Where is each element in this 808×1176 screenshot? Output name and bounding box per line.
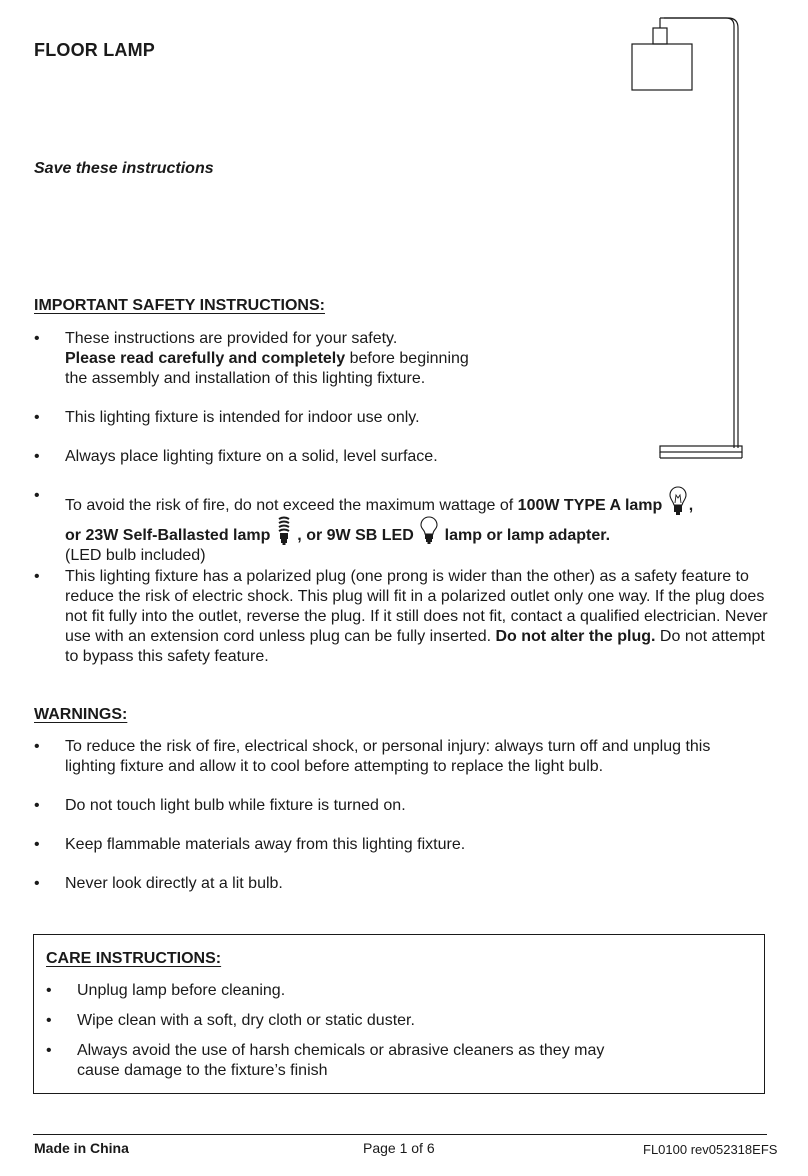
care-item bbox=[46, 981, 746, 1001]
bullet: • bbox=[34, 409, 40, 426]
safety-item bbox=[34, 329, 774, 389]
warning-item-3: Keep flammable materials away from this lighting fixture. bbox=[65, 836, 466, 853]
bullet: • bbox=[46, 982, 52, 999]
bullet: • bbox=[34, 330, 40, 347]
care-item bbox=[46, 1011, 746, 1031]
safety-item-4-note: (LED bulb included) bbox=[65, 547, 206, 564]
safety-item bbox=[34, 486, 774, 566]
bullet: • bbox=[34, 448, 40, 465]
bullet: • bbox=[46, 1042, 52, 1059]
safety-item bbox=[34, 567, 774, 667]
footer-code: FL0100 rev052318EFS bbox=[643, 1142, 778, 1157]
bullet: • bbox=[34, 797, 40, 814]
care-item-3: Always avoid the use of harsh chemicals or abrasive cleaners as they may cause damage to the fixture’s finish bbox=[77, 1042, 605, 1079]
warning-item-4: Never look directly at a lit bulb. bbox=[65, 875, 283, 892]
safety-item-4-text-e: , or 9W SB LED bbox=[297, 527, 414, 544]
bullet: • bbox=[34, 738, 40, 755]
footer-page-number: Page 1 of 6 bbox=[363, 1140, 435, 1156]
led-bulb-icon bbox=[420, 516, 438, 546]
safety-item-1-bold: Please read carefully and completely bbox=[65, 350, 346, 367]
warnings-heading: WARNINGS: bbox=[34, 706, 128, 723]
safety-item-1-line-3: the assembly and installation of this lighting fixture. bbox=[65, 370, 426, 387]
safety-item bbox=[34, 447, 774, 467]
safety-item-4-text-d: or 23W Self-Ballasted lamp bbox=[65, 527, 271, 544]
safety-heading: IMPORTANT SAFETY INSTRUCTIONS: bbox=[34, 297, 325, 314]
cfl-bulb-icon bbox=[277, 516, 291, 546]
safety-item-4-comma: , bbox=[688, 497, 694, 514]
care-instructions-box bbox=[33, 934, 765, 1094]
warning-item-2: Do not touch light bulb while fixture is turned on. bbox=[65, 797, 406, 814]
warning-item bbox=[34, 874, 774, 894]
safety-item-4-text-f: lamp or lamp adapter. bbox=[444, 527, 611, 544]
care-item bbox=[46, 1041, 746, 1081]
warning-item bbox=[34, 737, 774, 777]
safety-item-5-bold: Do not alter the plug. bbox=[495, 628, 656, 645]
safety-item-5-tail: Do not attempt to bypass this safety feature. bbox=[65, 628, 765, 665]
safety-item-4-text-a: To avoid the risk of fire, do not exceed the maximum wattage of bbox=[65, 497, 518, 514]
safety-item-1-rest: before beginning bbox=[345, 350, 469, 367]
bullet: • bbox=[34, 568, 40, 585]
safety-item-5-text: This lighting fixture has a polarized plug (one prong is wider than the other) as a safety feature to reduce the risk of electric shock. This plug will fit in a polarized outlet only one way. If the plug does not fit fully into the outlet, reverse the plug. If it still does not fit, contact a qualified electrician. Never use with an extension cord unless plug can be fully inserted. bbox=[65, 568, 768, 645]
bullet: • bbox=[34, 875, 40, 892]
warning-item bbox=[34, 796, 774, 816]
floor-lamp-drawing-icon bbox=[620, 12, 750, 462]
incandescent-bulb-icon bbox=[669, 486, 687, 516]
bullet: • bbox=[34, 487, 40, 504]
care-heading: CARE INSTRUCTIONS: bbox=[46, 950, 222, 967]
bullet: • bbox=[34, 836, 40, 853]
footer-origin: Made in China bbox=[34, 1140, 129, 1156]
bullet: • bbox=[46, 1012, 52, 1029]
warning-item-1: To reduce the risk of fire, electrical shock, or personal injury: always turn off and unplug this lighting fixture and allow it to cool before attempting to replace the light bulb. bbox=[65, 738, 711, 775]
save-instructions-note: Save these instructions bbox=[34, 160, 214, 177]
warning-item bbox=[34, 835, 774, 855]
safety-item-4-wattage: 100W TYPE A lamp bbox=[517, 497, 663, 514]
safety-item-3: Always place lighting fixture on a solid, level surface. bbox=[65, 448, 438, 465]
safety-item bbox=[34, 408, 774, 428]
safety-item-2: This lighting fixture is intended for indoor use only. bbox=[65, 409, 420, 426]
care-item-2: Wipe clean with a soft, dry cloth or static duster. bbox=[77, 1012, 415, 1029]
care-item-1: Unplug lamp before cleaning. bbox=[77, 982, 286, 999]
page-title: FLOOR LAMP bbox=[34, 40, 155, 60]
footer-divider bbox=[33, 1134, 767, 1135]
safety-item-1-line-1: These instructions are provided for your safety. bbox=[65, 330, 398, 347]
